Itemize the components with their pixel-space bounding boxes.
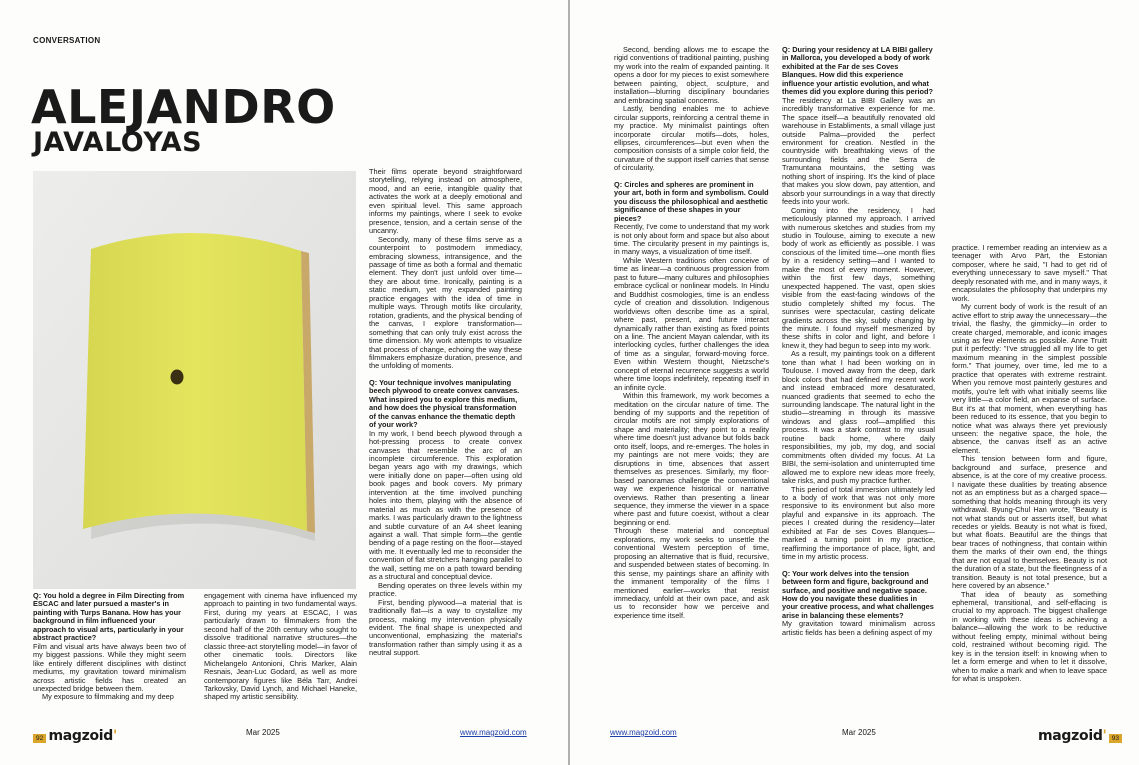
paragraph: Within this framework, my work becomes a meditation on the circular nature of time. The bending of my supports and the repetition of circular motifs are not simply explorations of shape and materiality; they point to a reality where time doesn't just advance but folds back onto itself, loops, and re-emerges. The holes in my paintings are not mere voids; they are disruptions in time, absences that assert themselves as presences. Similarly, my floor-based panoramas challenge the conventional way we experience historical or narrative overviews. Rather than presenting a linear sequence, they immerse the viewer in a space where past and future coexist, without a clear beginning or end. [614, 391, 769, 527]
column-5 [782, 46, 935, 724]
question-form-figure: Q: Your work delves into the tension between form and figure, background and surface, and positive and negative space. How do you navigate these dualities in your creative process, and what challenges arise in balancing these elements? [782, 568, 934, 620]
footer-link-right[interactable]: www.magzoid.com [610, 728, 677, 737]
title-first-name: ALEJANDRO [31, 80, 336, 134]
paragraph: In my work, I bend beech plywood through a hot-pressing process to create convex canvases that resemble the arc of an incomplete circumference. This exploration began years ago with my drawings, which were initially done on paper—often using old book pages and book covers. My primary intervention at the time involved punching holes into them, playing with the absence of material as much as with the presence of marks. I was particularly drawn to the lightness and subtle curvature of an A4 sheet leaning against a wall. That simple form—the gentle bending of a page resting on the floor—stayed with me. It eventually led me to reconsider the convention of flat stretchers hanging parallel to the wall, setting me on a path toward bending as a structural and conceptual device. [369, 428, 522, 582]
column-2 [204, 592, 357, 724]
question-film: Q: You hold a degree in Film Directing from ESCAC and later pursued a master's in painting with Turps Banana. How has your background in film influenced your approach to visual arts, particularly in your abstract practice? [33, 592, 185, 643]
magazine-logo: magzoid' [1038, 728, 1107, 744]
page-number-right: 93 [1109, 734, 1122, 743]
paragraph: This tension between form and figure, background and surface, presence and absence, is at the core of my creative process. I navigate these dualities by treating absence not as an emptiness but as a charged space—something that holds meaning through its very withdrawal. Byung-Chul Han wrote, "Beauty is not what stands out or asserts itself, but what recedes or yields. Beauty is not what is fixed, but what floats. Beautiful are the things that bear traces of nothingness, that contain within them the marks of their own end, the things that are not equal to themselves. Beauty is not the duration of a state, but the fleetingness of a transition. Beauty is not total presence, but a here covered by an absence." [952, 454, 1107, 591]
paragraph: Recently, I've come to understand that my work is not only about form and space but also about time. The circularity present in my paintings is, in many ways, a visualization of time itself. [614, 222, 769, 257]
question-technique: Q: Your technique involves manipulating beech plywood to create convex canvases. What inspired you to explore this medium, and how does the physical transformation of the canvas enhance the thematic depth of your work? [369, 377, 520, 430]
paragraph: Secondly, many of these films serve as a counterpoint to postmodern immediacy, embracing slowness, intransigence, and the passage of time as both a formal and thematic element. They don't just unfold over time—they are about time. Ironically, painting is a static medium, yet my expanded painting practice engages with the idea of time in multiple ways. Through motifs like circularity, rotation, gradients, and the physical bending of the canvas, I explore transformation—something that can only truly exist across the time dimension. My work attempts to visualize that process of change, echoing the way these filmmakers emphasize duration, presence, and the unfolding of moments. [369, 234, 522, 371]
column-3 [369, 168, 522, 724]
left-footer [33, 728, 117, 744]
paragraph: Through these material and conceptual explorations, my work seeks to unsettle the conventional Western perception of time, proposing an alternative that is fluid, recursive, and suspended between states of becoming. In this sense, my paintings share an affinity with the immanent temporality of the films I mentioned earlier—works that resist immediacy, unfold at their own pace, and ask us to reconsider how we perceive and experience time itself. [614, 526, 769, 620]
paragraph: First, bending plywood—a material that is traditionally flat—is a way to crystallize my process, making my intervention physically evident. The final shape is unexpected and unconventional, emphasizing the material's transformation rather than simply using it as a neutral support. [369, 597, 522, 658]
artwork-photo [33, 171, 356, 589]
question-circles: Q: Circles and spheres are prominent in your art, both in form and symbolism. Could you discuss the philosophical and aesthetic significance of these shapes in your pieces? [614, 179, 769, 223]
paragraph: My current body of work is the result of an active effort to strip away the unnecessary—the trivial, the flashy, the gimmicky—in order to create charged, memorable, and iconic images using as few elements as possible. Anne Truitt put it perfectly: "I've struggled all my life to get maximum meaning in the simplest possible form." That journey, over time, led me to a practice that operates with extreme restraint. When you remove most painterly gestures and motifs, you're left with what initially seems like very little—a color field, an expanse of surface. But it's at that moment, when everything has been reduced to its essence, that you begin to notice what was always there yet previously unseen: the negative space, the hole, the absence, the canvas itself as an active element. [952, 302, 1107, 455]
question-residency: Q: During your residency at LA BIBI gallery in Mallorca, you developed a body of work exhibited at the Far de ses Coves Blanques. How did this experience influence your artistic evolution, and what themes did you explore during this period? [782, 46, 933, 97]
right-footer [1038, 728, 1122, 744]
section-label: CONVERSATION [33, 36, 101, 45]
magazine-logo: magzoid' [48, 728, 118, 744]
paragraph: That idea of beauty as something ephemeral, transitional, and self-effacing is crucial to my approach. The biggest challenge in working with these ideas is achieving a balance—allowing the work to be reductive without feeling empty, minimal without being cold, restrained without becoming rigid. The key is in the tension itself: in knowing when to let a form emerge and when to let it dissolve, when to make a mark and when to leave space for what is unspoken. [952, 589, 1107, 684]
column-6 [952, 244, 1107, 724]
column-4 [614, 46, 769, 724]
left-page [0, 0, 568, 765]
paragraph: Film and visual arts have always been two of my biggest passions. While they might seem like entirely different disciplines with distinct mediums, my gravitation toward minimalism across artistic fields has created an unexpected bridge between them. [33, 641, 186, 693]
paragraph: While Western traditions often conceive of time as linear—a continuous progression from past to future—many cultures and philosophies embrace cyclical or nonlinear models. In Hindu and Buddhist cosmologies, time is an endless cycle of creation and dissolution. Indigenous worldviews often describe time as a spiral, where past, present, and future interact dynamically rather than existing as fixed points on a line. The ancient Mayan calendar, with its interlocking cycles, further challenges the idea of time as a singular, forward-moving force. Even within Western thought, Nietzsche's concept of eternal recurrence suggests a world where time loops indefinitely, repeating itself in an infinite cycle. [614, 255, 769, 392]
paragraph: Second, bending allows me to escape the rigid conventions of traditional painting, pushing my work into the realm of expanded painting. It opens a door for my pieces to exist somewhere between painting, object, sculpture, and installation—blurring disciplinary boundaries and embracing spatial concerns. [614, 46, 769, 105]
column-1 [33, 592, 186, 724]
paragraph: Lastly, bending enables me to achieve circular supports, reinforcing a central theme in my practice. My minimalist paintings often incorporate circular motifs—dots, holes, ellipses, circumferences—but even when the composition consists of a simple color field, the curvature of the support itself carries that sense of circularity. [614, 104, 769, 173]
paragraph: practice. I remember reading an interview as a teenager with Arvo Pärt, the Estonian composer, where he said, "I had to get rid of everything unnecessary to save myself." That deeply resonated with me, and in many ways, it encapsulates the philosophy that underpins my work. [952, 244, 1107, 303]
paragraph: This period of total immersion ultimately led to a body of work that was not only more responsive to its environment but also more playful and expansive in its approach. The pieces I created during the residency—later exhibited at Far de ses Coves Blanques—marked a turning point in my practice, reaffirming the importance of place, light, and time in my artistic process. [782, 484, 935, 562]
footer-date-left: Mar 2025 [246, 728, 280, 737]
paragraph: engagement with cinema have influenced my approach to painting in two fundamental ways. First, during my years at ESCAC, I was particularly drawn to filmmakers from the second half of the 20th century who sought to dissolve traditional narrative structures—the classic three-act storytelling model—in favor of other cinematic tools. Directors like Michelangelo Antonioni, Chris Marker, Alain Resnais, Jean-Luc Godard, as well as more contemporary figures like Béla Tarr, Andrei Tarkovsky, David Lynch, and Michael Haneke, shaped my artistic sensibility. [204, 592, 357, 702]
right-page [570, 0, 1139, 765]
paragraph: As a result, my paintings took on a different tone than what I had been working on in Toulouse. I moved away from the deep, dark block colors that had defined my recent work and instead embraced more desaturated, nuanced gradients that seemed to echo the surrounding landscape. The natural light in the studio—streaming in through its massive windows and glass roof—amplified this process. It was a stark contrast to my usual routine back home, where daily responsibilities, my job, my dog, and social commitments often divided my focus. At La BIBI, the semi-isolation and uninterrupted time allowed me to explore new ideas more freely, take risks, and push my practice further. [782, 349, 935, 486]
paragraph: My gravitation toward minimalism across artistic fields has been a defining aspect of my [782, 619, 935, 637]
page-number-left: 92 [33, 734, 46, 743]
title-last-name: JAVALOYAS [33, 127, 203, 158]
paragraph: The residency at La BIBI Gallery was an incredibly transformative experience for me. The space itself—a beautifully renovated old warehouse in Establiments, a small village just outside Palma—provided the perfect environment for creation. Nestled in the countryside with breathtaking views of the surrounding fields and the Serra de Tramuntana mountains, the setting was nothing short of inspiring. It's the kind of place that makes you slow down, pay attention, and absorb your surroundings in a way that directly feeds into your work. [782, 95, 935, 207]
paragraph: Bending operates on three levels within my practice. [369, 580, 522, 599]
footer-date-right: Mar 2025 [842, 728, 876, 737]
paragraph: My exposure to filmmaking and my deep [42, 692, 174, 702]
paragraph: Coming into the residency, I had meticulously planned my approach. I arrived with numerous sketches and studies from my studio in Toulouse, aiming to execute a new body of work as efficiently as possible. I was conscious of the limited time—one month flies by in a residency setting—and I wanted to make the most of every moment. However, within the first few days, something unexpected happened. The vast, open skies visible from the east-facing windows of the studio completely shifted my focus. The sunrises were spectacular, casting delicate gradients across the sky, subtly changing by the minute. I found myself mesmerized by these shifts in color and light, and before I knew it, they had begun to seep into my work. [782, 205, 935, 350]
footer-link-left[interactable]: www.magzoid.com [460, 728, 527, 737]
paragraph: Their films operate beyond straightforward storytelling, relying instead on atmosphere, mood, and an eerie, intangible quality that activates the work at a deeply emotional and even spiritual level. This same approach informs my paintings, where I seek to evoke presence, tension, and a certain sense of the uncanny. [369, 168, 522, 236]
artwork-illustration [33, 171, 356, 589]
